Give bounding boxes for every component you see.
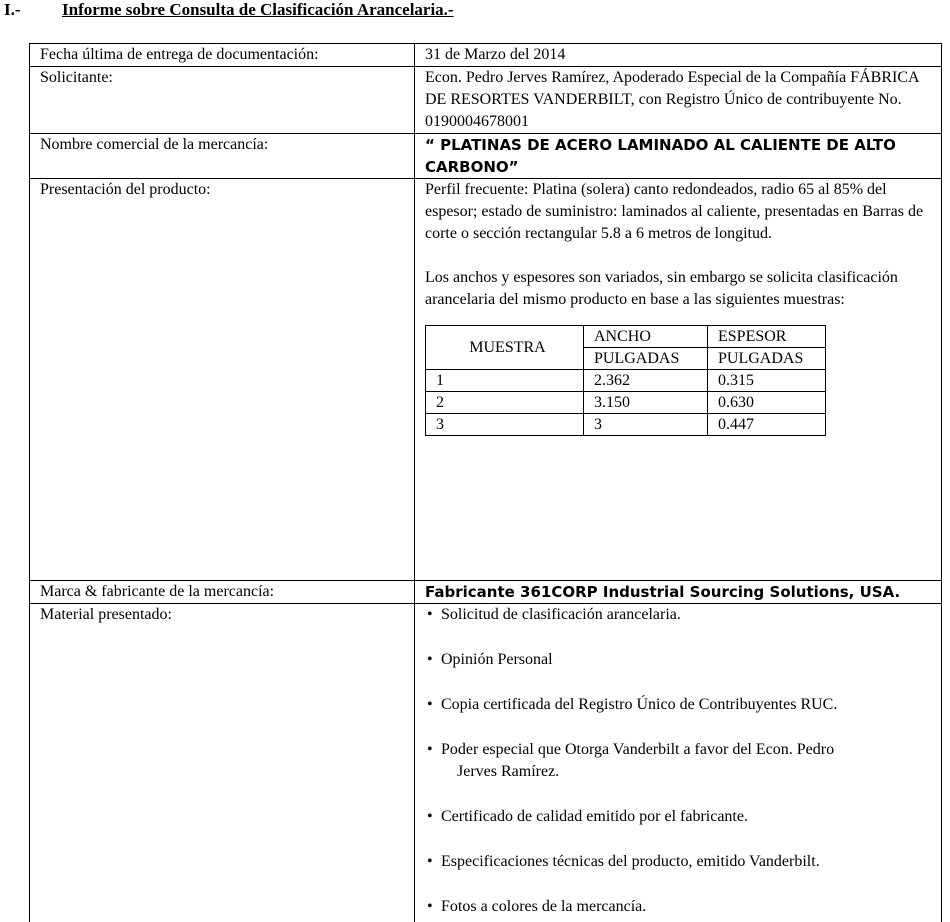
bullet-icon: •: [427, 806, 433, 828]
list-item: • Fotos a colores de la mercancía.: [427, 896, 937, 918]
value-marca: Fabricante 361CORP Industrial Sourcing Solutions, USA.: [415, 581, 942, 604]
sample-ancho: 3.150: [584, 392, 708, 414]
bullet-icon: •: [427, 604, 433, 626]
row-marca: [30, 581, 942, 604]
section-title: Informe sobre Consulta de Clasificación Arancelaria.-: [62, 0, 454, 19]
bullet-icon: •: [427, 896, 433, 918]
samples-header-row: [426, 326, 826, 348]
label-nombre: Nombre comercial de la mercancía:: [30, 134, 415, 179]
row-nombre: [30, 134, 942, 179]
sample-muestra: 3: [426, 414, 584, 436]
bullet-icon: •: [427, 694, 433, 716]
label-solicitante: Solicitante:: [30, 67, 415, 134]
value-nombre: “ PLATINAS DE ACERO LAMINADO AL CALIENTE DE ALTO CARBONO”: [415, 134, 942, 179]
sample-row: [426, 392, 826, 414]
header-muestra: MUESTRA: [426, 326, 584, 370]
sample-row: [426, 370, 826, 392]
list-item: • Certificado de calidad emitido por el fabricante.: [427, 806, 937, 828]
sample-espesor: 0.630: [708, 392, 826, 414]
unit-espesor: PULGADAS: [708, 348, 826, 370]
row-solicitante: [30, 67, 942, 134]
sample-row: [426, 414, 826, 436]
value-material: [415, 604, 942, 922]
material-list: [425, 604, 937, 918]
label-presentacion: Presentación del producto:: [30, 179, 415, 581]
sample-ancho: 3: [584, 414, 708, 436]
section-heading: [4, 0, 454, 20]
sample-espesor: 0.447: [708, 414, 826, 436]
row-material: [30, 604, 942, 922]
header-ancho: ANCHO: [584, 326, 708, 348]
sample-muestra: 1: [426, 370, 584, 392]
bullet-icon: •: [427, 851, 433, 873]
bullet-icon: •: [427, 739, 433, 761]
value-fecha: 31 de Marzo del 2014: [415, 44, 942, 67]
row-presentacion: [30, 179, 942, 581]
section-number: I.-: [4, 0, 62, 20]
list-item: • Solicitud de clasificación arancelaria.: [427, 604, 937, 626]
list-item: • Especificaciones técnicas del producto, emitido Vanderbilt.: [427, 851, 937, 873]
label-material: Material presentado:: [30, 604, 415, 922]
samples-table: [425, 325, 826, 436]
presentacion-paragraph-1: Perfil frecuente: Platina (solera) canto redondeados, radio 65 al 85% del espesor; estado de suministro: laminados al caliente, presentadas en Barras de corte o sección rectangular 5.8 a 6 metros de longitud.: [425, 179, 937, 245]
label-marca: Marca & fabricante de la mercancía:: [30, 581, 415, 604]
sample-espesor: 0.315: [708, 370, 826, 392]
row-fecha: [30, 44, 942, 67]
header-espesor: ESPESOR: [708, 326, 826, 348]
unit-ancho: PULGADAS: [584, 348, 708, 370]
sample-muestra: 2: [426, 392, 584, 414]
list-item: • Opinión Personal: [427, 649, 937, 671]
list-item: • Poder especial que Otorga Vanderbilt a favor del Econ. Pedro Jerves Ramírez.: [427, 739, 937, 783]
report-table: [29, 43, 942, 922]
value-solicitante: Econ. Pedro Jerves Ramírez, Apoderado Especial de la Compañía FÁBRICA DE RESORTES VANDERBILT, con Registro Único de contribuyente No. 0190004678001: [415, 67, 942, 134]
bullet-icon: •: [427, 649, 433, 671]
label-fecha: Fecha última de entrega de documentación:: [30, 44, 415, 67]
value-presentacion: [415, 179, 942, 581]
list-item: • Copia certificada del Registro Único de Contribuyentes RUC.: [427, 694, 937, 716]
sample-ancho: 2.362: [584, 370, 708, 392]
presentacion-paragraph-2: Los anchos y espesores son variados, sin embargo se solicita clasificación arancelaria del mismo producto en base a las siguientes muestras:: [425, 267, 937, 311]
